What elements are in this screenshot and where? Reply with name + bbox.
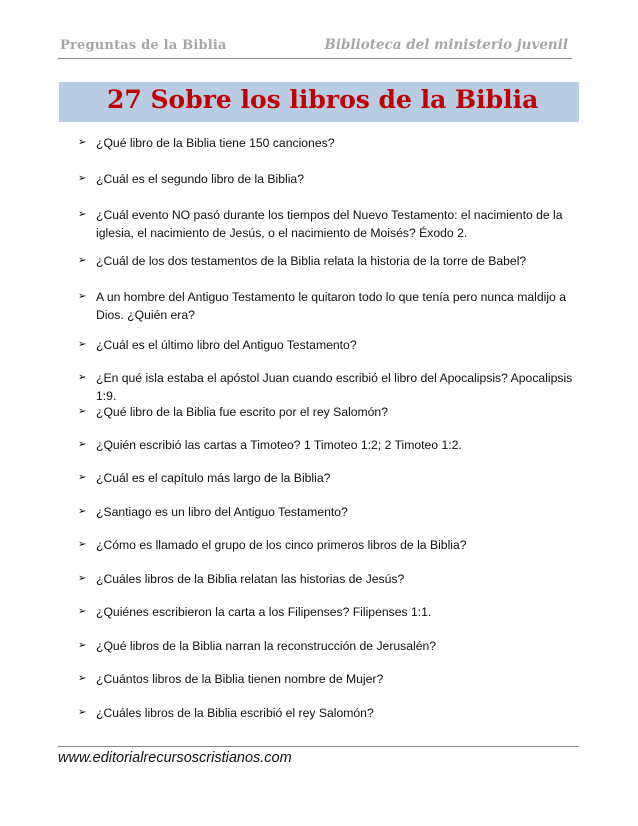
question-text: ¿Qué libros de la Biblia narran la reconstrucción de Jerusalén?	[96, 639, 437, 653]
question-text: ¿Qué libro de la Biblia tiene 150 canciones?	[96, 136, 335, 150]
arrow-bullet-icon: ➢	[78, 439, 87, 450]
question-text: ¿Cuál es el capítulo más largo de la Biblia?	[96, 471, 331, 485]
arrow-bullet-icon: ➢	[78, 173, 87, 184]
arrow-bullet-icon: ➢	[78, 673, 87, 684]
question-text: ¿Cuántos libros de la Biblia tienen nombre de Mujer?	[96, 672, 384, 686]
list-item	[78, 336, 598, 354]
list-item	[78, 570, 598, 588]
question-text: ¿Cuál es el segundo libro de la Biblia?	[96, 172, 304, 186]
page-title: 27 Sobre los libros de la Biblia	[107, 85, 539, 114]
question-text: ¿Santiago es un libro del Antiguo Testamento?	[96, 505, 348, 519]
list-item	[78, 369, 598, 405]
list-item	[78, 603, 598, 621]
list-item	[78, 469, 598, 487]
list-item	[78, 170, 598, 188]
arrow-bullet-icon: ➢	[78, 406, 87, 417]
arrow-bullet-icon: ➢	[78, 573, 87, 584]
question-text: ¿Cuál evento NO pasó durante los tiempos del Nuevo Testamento: el nacimiento de la iglesia, el nacimiento de Jesús, o el nacimiento de Moisés? Éxodo 2.	[96, 208, 563, 240]
title-banner	[59, 82, 579, 122]
question-text: ¿Quién escribió las cartas a Timoteo? 1 Timoteo 1:2; 2 Timoteo 1:2.	[96, 438, 462, 452]
question-text: ¿Quiénes escribieron la carta a los Filipenses? Filipenses 1:1.	[96, 605, 432, 619]
question-text: ¿Cuáles libros de la Biblia relatan las historias de Jesús?	[96, 572, 405, 586]
list-item	[78, 536, 598, 554]
arrow-bullet-icon: ➢	[78, 255, 87, 266]
arrow-bullet-icon: ➢	[78, 137, 87, 148]
arrow-bullet-icon: ➢	[78, 506, 87, 517]
list-item	[78, 503, 598, 521]
list-item	[78, 252, 598, 270]
page-header	[58, 36, 572, 59]
footer-url[interactable]: www.editorialrecursoscristianos.com	[58, 750, 292, 766]
arrow-bullet-icon: ➢	[78, 291, 87, 302]
question-text: A un hombre del Antiguo Testamento le quitaron todo lo que tenía pero nunca maldijo a Dios. ¿Quién era?	[96, 290, 566, 322]
question-text: ¿En qué isla estaba el apóstol Juan cuando escribió el libro del Apocalipsis? Apocalipsis 1:9.	[96, 371, 573, 403]
arrow-bullet-icon: ➢	[78, 339, 87, 350]
arrow-bullet-icon: ➢	[78, 707, 87, 718]
arrow-bullet-icon: ➢	[78, 640, 87, 651]
header-right-title: Biblioteca del ministerio juvenil	[324, 37, 568, 53]
header-left-title: Preguntas de la Biblia	[60, 38, 227, 53]
question-text: ¿Qué libro de la Biblia fue escrito por el rey Salomón?	[96, 405, 388, 419]
list-item	[78, 637, 598, 655]
question-text: ¿Cuál de los dos testamentos de la Biblia relata la historia de la torre de Babel?	[96, 254, 527, 268]
question-text: ¿Cómo es llamado el grupo de los cinco primeros libros de la Biblia?	[96, 538, 467, 552]
arrow-bullet-icon: ➢	[78, 209, 87, 220]
list-item	[78, 704, 598, 722]
list-item	[78, 403, 598, 421]
footer-divider	[58, 746, 579, 747]
list-item	[78, 206, 598, 242]
arrow-bullet-icon: ➢	[78, 606, 87, 617]
question-text: ¿Cuáles libros de la Biblia escribió el rey Salomón?	[96, 706, 374, 720]
arrow-bullet-icon: ➢	[78, 539, 87, 550]
list-item	[78, 670, 598, 688]
arrow-bullet-icon: ➢	[78, 472, 87, 483]
list-item	[78, 436, 598, 454]
list-item	[78, 134, 598, 152]
arrow-bullet-icon: ➢	[78, 372, 87, 383]
list-item	[78, 288, 598, 324]
question-text: ¿Cuál es el último libro del Antiguo Testamento?	[96, 338, 357, 352]
